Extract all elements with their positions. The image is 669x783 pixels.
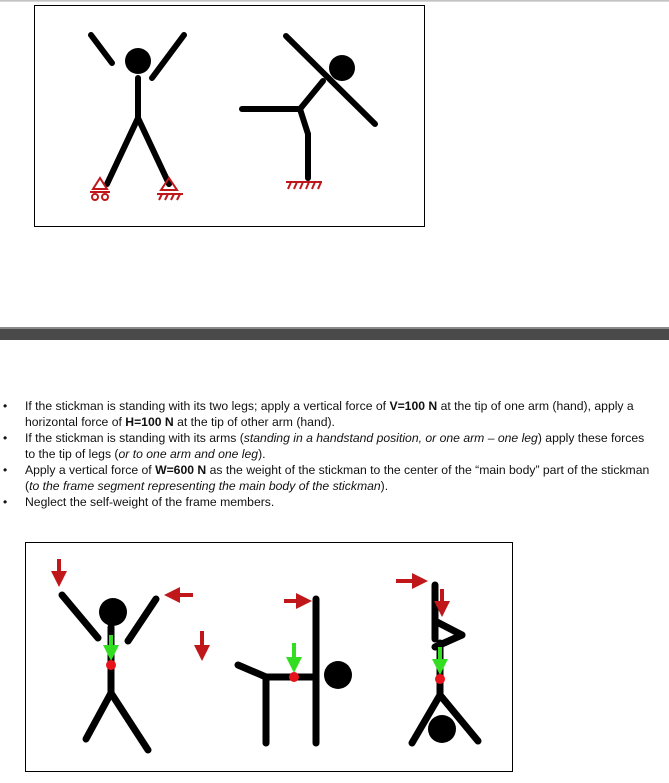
- stickman-supports-drawing: [35, 6, 426, 228]
- stickman-loads-figure: [25, 542, 513, 772]
- instruction-text: If the stickman is standing with its arms (standing in a handstand position, or one arm – one leg) apply these forces to the tip of legs (or to one arm and one leg).: [25, 431, 645, 461]
- stickman-supports-figure: [34, 5, 425, 227]
- stickman-case-arm-leg: [238, 599, 352, 743]
- stickman-one-leg: [242, 36, 375, 178]
- instruction-text: If the stickman is standing with its two legs; apply a vertical force of V=100 N at the tip of one arm (hand), apply a horizontal force of H=100 N at the tip of other arm (hand).: [25, 399, 634, 429]
- stickman-loads-drawing: [26, 543, 514, 773]
- instruction-text: Apply a vertical force of W=600 N as the weight of the stickman to the center of the “main body” part of the stickman (to the frame segment representing the main body of the stickman).: [25, 463, 650, 493]
- bullet-icon: •: [3, 431, 8, 445]
- pin-support-icon: [157, 178, 183, 200]
- bullet-icon: •: [3, 463, 8, 477]
- instruction-item: [0, 462, 669, 494]
- instruction-item: [0, 398, 669, 430]
- section-separator: [0, 327, 669, 340]
- instruction-list: [0, 398, 669, 510]
- weight-point: [106, 660, 116, 670]
- page-top-rule: [0, 0, 669, 2]
- weight-point: [435, 674, 445, 684]
- instruction-text: Neglect the self-weight of the frame members.: [25, 495, 275, 509]
- weight-point: [289, 672, 299, 682]
- instruction-item: [0, 494, 669, 510]
- fixed-support-icon: [286, 182, 322, 189]
- instruction-item: [0, 430, 669, 462]
- stickman-standing: [91, 35, 184, 184]
- stickman-case-handstand: [412, 585, 478, 743]
- bullet-icon: •: [3, 495, 8, 509]
- stickman-case-standing: [62, 595, 156, 750]
- bullet-icon: •: [3, 399, 8, 413]
